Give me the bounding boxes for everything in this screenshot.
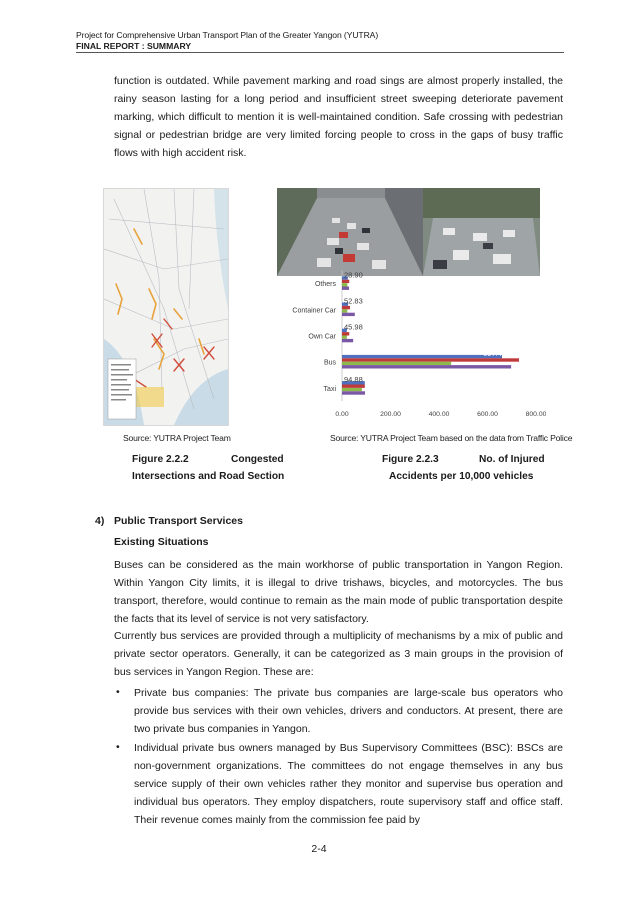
bar-own-car-series-3 <box>342 336 347 339</box>
x-tick-label: 0.00 <box>335 411 349 418</box>
bar-container-car-series-4 <box>342 313 355 316</box>
category-label: Container Car <box>292 307 336 315</box>
data-label: 697.46 <box>483 348 507 358</box>
data-label: 45.98 <box>344 322 363 332</box>
category-label: Others <box>314 281 336 289</box>
data-label: 94.88 <box>344 375 363 385</box>
bullet-marker-2: • <box>116 741 120 753</box>
bar-bus-series-3 <box>342 362 451 365</box>
bar-taxi-series-3 <box>342 388 362 391</box>
traffic-photo-left <box>277 188 423 276</box>
x-tick-label: 600.00 <box>477 411 498 418</box>
bar-container-car-series-2 <box>342 306 350 309</box>
bus-paragraph: Buses can be considered as the main workhorse of public transportation in Yangon Region. Within Yangon City limits, it is illegal to drive trishaws, bicycles, and motorcycles. The bus transport, therefore, would continue to remain as the main mode of public transportation despite the facts that its level of service is not very satisfactory. <box>114 559 563 625</box>
category-label: Taxi <box>323 385 336 393</box>
report-subtitle: FINAL REPORT : SUMMARY <box>76 41 192 51</box>
bar-own-car-series-4 <box>342 339 353 342</box>
bar-bus-series-2 <box>342 358 519 361</box>
header-divider <box>76 52 564 53</box>
figure-left-number: Figure 2.2.2 <box>132 454 189 465</box>
injury-bar-chart <box>276 268 546 428</box>
bullet-marker-1: • <box>116 686 120 698</box>
bullet-private-companies: Private bus companies: The private bus companies are large-scale bus operators who provide bus services with their own vehicles, drivers and conductors. At present, there are two private bus companies in Yangon. <box>134 687 563 735</box>
figure-right-source: Source: YUTRA Project Team based on the data from Traffic Police <box>330 433 573 443</box>
category-label: Bus <box>323 359 336 367</box>
congestion-map <box>103 188 229 426</box>
bar-bus-series-1 <box>342 355 502 358</box>
bar-others-series-3 <box>342 283 347 286</box>
traffic-photo-right <box>423 188 540 276</box>
operators-paragraph: Currently bus services are provided through a multiplicity of mechanisms by a mix of public and private sector operators. Generally, it can be categorized as 3 main groups in the provision of bus services in Yangon Region. These are: <box>114 630 563 678</box>
data-label: 52.83 <box>344 296 363 306</box>
section-title: Public Transport Services <box>114 515 243 527</box>
figure-right-title-2: Accidents per 10,000 vehicles <box>389 471 534 482</box>
figure-right-number: Figure 2.2.3 <box>382 454 439 465</box>
bar-own-car-series-2 <box>342 332 349 335</box>
figure-left-title-1: Congested <box>231 454 284 465</box>
page-number: 2-4 <box>311 843 327 855</box>
figure-left-source: Source: YUTRA Project Team <box>123 433 231 443</box>
bar-others-series-4 <box>342 287 349 290</box>
section-number: 4) <box>95 515 105 527</box>
bar-container-car-series-3 <box>342 309 347 312</box>
figure-right-title-1: No. of Injured <box>479 454 545 465</box>
map-graphic <box>104 189 228 425</box>
subsection-title: Existing Situations <box>114 536 209 548</box>
bar-others-series-2 <box>342 280 349 283</box>
figure-left-title-2: Intersections and Road Section <box>132 471 285 482</box>
x-tick-label: 800.00 <box>525 411 546 418</box>
data-label: 28.90 <box>344 270 363 280</box>
category-label: Own Car <box>308 333 336 341</box>
bar-taxi-series-4 <box>342 391 365 394</box>
intro-paragraph: function is outdated. While pavement marking and road sings are almost properly installed, the rainy season lasting for a long period and insufficient street sweeping deteriorate pavement marking, which difficult to mention it is well-maintained condition. Safe crossing with pedestrian signal or pedestrian bridge are very limited forcing people to cross in the gaps of busy traffic flows with high accident risk. <box>114 75 563 159</box>
bullet-bus-owners: Individual private bus owners managed by Bus Supervisory Committees (BSC): BSCs are non-government organizations. The committees do not engage themselves in any bus service supply of their own vehicles rather they monitor and supervise bus operation and individual bus operators. They employ dispatchers, route supervisory staff and office staff. Their revenue comes mainly from the commission fee paid by <box>134 742 563 826</box>
x-tick-label: 200.00 <box>380 411 401 418</box>
report-title: Project for Comprehensive Urban Transport Plan of the Greater Yangon (YUTRA) <box>76 30 379 40</box>
bar-bus-series-4 <box>342 365 511 368</box>
x-tick-label: 400.00 <box>428 411 450 418</box>
bar-taxi-series-2 <box>342 385 365 388</box>
